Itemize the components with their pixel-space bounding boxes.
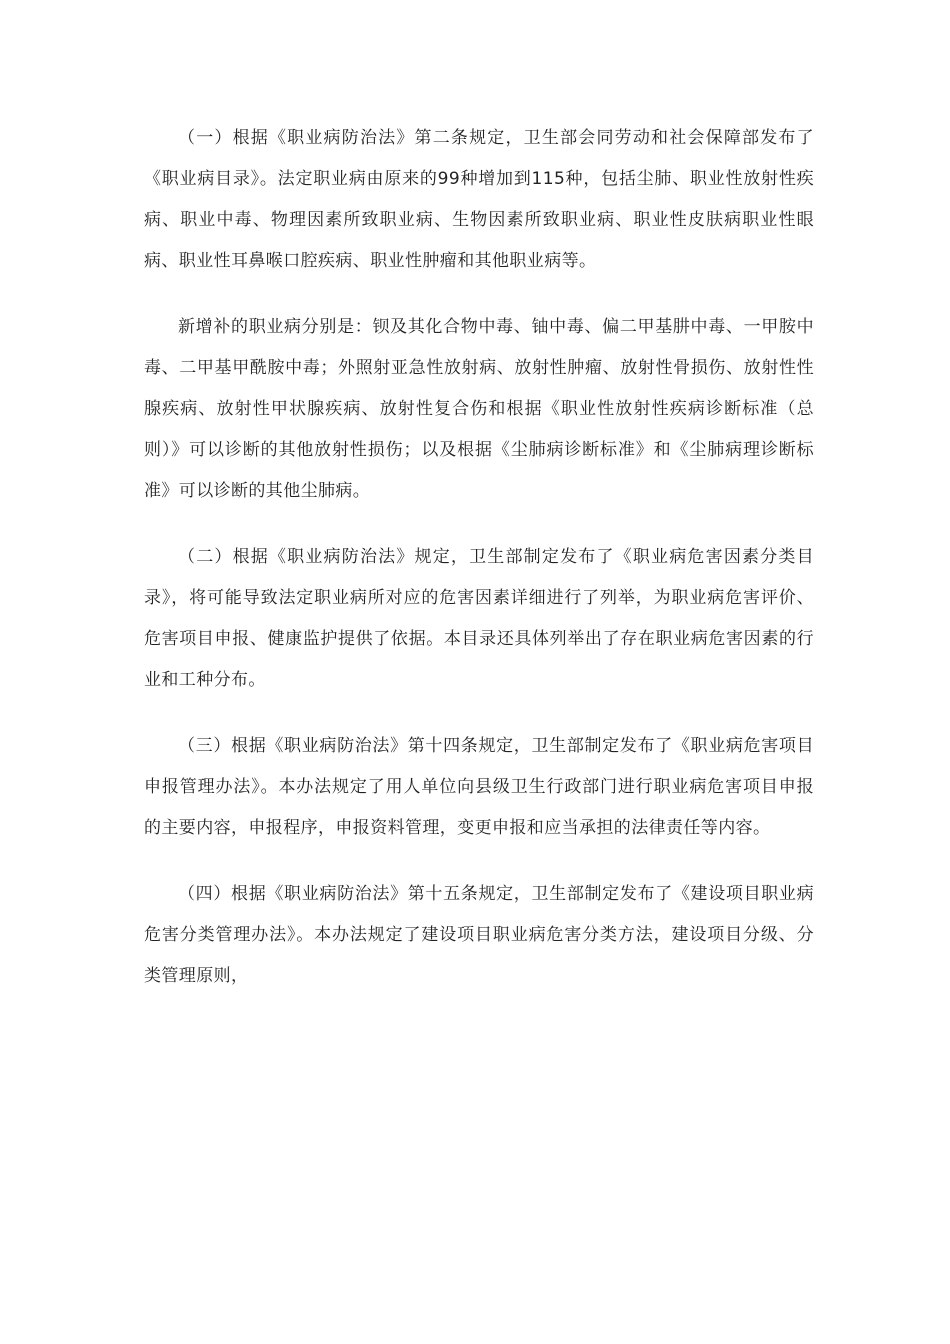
paragraph-occupational-disease-list: （一）根据《职业病防治法》第二条规定，卫生部会同劳动和社会保障部发布了《职业病目录》。法定职业病由原来的99种增加到115种，包括尘肺、职业性放射性疾病、职业中毒、物理因素所致职业病、生物因素所致职业病、职业性皮肤病职业性眼病、职业性耳鼻喉口腔疾病、职业性肿瘤和其他职业病等。 — [144, 128, 814, 271]
document-body — [144, 118, 814, 1022]
paragraph-new-diseases: 新增补的职业病分别是：钡及其化合物中毒、铀中毒、偏二甲基肼中毒、一甲胺中毒、二甲基甲酰胺中毒；外照射亚急性放射病、放射性肿瘤、放射性骨损伤、放射性性腺疾病、放射性甲状腺疾病、放射性复合伤和根据《职业性放射性疾病诊断标准（总则）》可以诊断的其他放射性损伤；以及根据《尘肺病诊断标准》和《尘肺病理诊断标准》可以诊断的其他尘肺病。 — [144, 317, 814, 501]
paragraph-hazard-reporting-measures: （三）根据《职业病防治法》第十四条规定，卫生部制定发布了《职业病危害项目申报管理办法》。本办法规定了用人单位向县级卫生行政部门进行职业病危害项目申报的主要内容，申报程序，申报资料管理，变更申报和应当承担的法律责任等内容。 — [144, 736, 814, 838]
paragraph-hazard-factors-catalog: （二）根据《职业病防治法》规定，卫生部制定发布了《职业病危害因素分类目录》，将可能导致法定职业病所对应的危害因素详细进行了列举，为职业病危害评价、危害项目申报、健康监护提供了依据。本目录还具体列举出了存在职业病危害因素的行业和工种分布。 — [144, 547, 814, 690]
paragraph-construction-project-classification: （四）根据《职业病防治法》第十五条规定，卫生部制定发布了《建设项目职业病危害分类管理办法》。本办法规定了建设项目职业病危害分类方法，建设项目分级、分类管理原则， — [144, 884, 814, 986]
